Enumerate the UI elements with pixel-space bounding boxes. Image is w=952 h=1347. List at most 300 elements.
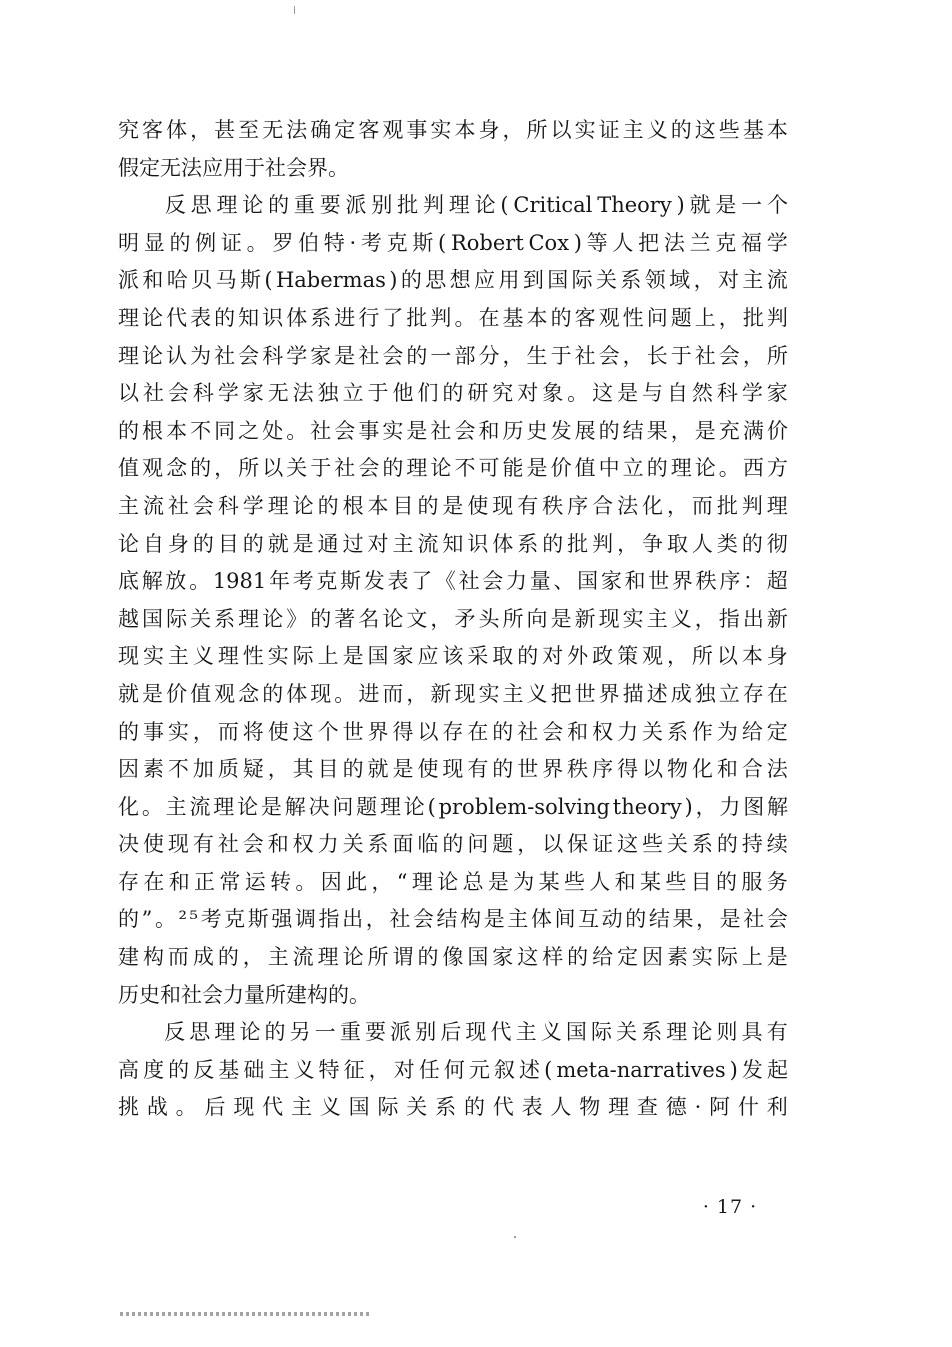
glyph: 身 bbox=[478, 118, 500, 142]
glyph: 这 bbox=[694, 118, 716, 142]
glyph: 社 bbox=[458, 569, 480, 594]
glyph: 结 bbox=[648, 907, 670, 932]
glyph: 在 bbox=[478, 305, 500, 330]
glyph: 采 bbox=[467, 644, 489, 669]
text-line bbox=[118, 450, 788, 488]
glyph: ， bbox=[371, 869, 393, 894]
glyph: 世 bbox=[574, 681, 596, 706]
glyph: 目 bbox=[217, 531, 239, 556]
glyph: 取 bbox=[492, 644, 514, 669]
glyph: 然 bbox=[691, 381, 713, 406]
glyph: 是 bbox=[487, 869, 509, 894]
glyph: ( bbox=[544, 1057, 553, 1082]
glyph: 国 bbox=[547, 268, 569, 293]
glyph: 素 bbox=[142, 757, 164, 782]
glyph: 克 bbox=[316, 569, 338, 594]
glyph: 何 bbox=[443, 1057, 465, 1082]
glyph: 构 bbox=[142, 945, 164, 970]
scan-artifact-dot bbox=[514, 1236, 516, 1238]
glyph: 会 bbox=[192, 493, 214, 518]
glyph: 和 bbox=[168, 869, 190, 894]
glyph: 价 bbox=[166, 681, 188, 706]
glyph: 值 bbox=[118, 456, 139, 481]
glyph: 底 bbox=[118, 569, 139, 594]
glyph: 事 bbox=[406, 118, 428, 142]
glyph: 客 bbox=[358, 118, 380, 142]
glyph: 实 bbox=[382, 418, 404, 443]
glyph: 批 bbox=[567, 531, 589, 556]
glyph: 得 bbox=[392, 719, 414, 744]
glyph: 思 bbox=[189, 1020, 211, 1045]
glyph: 立 bbox=[342, 381, 364, 406]
glyph: 反 bbox=[164, 1020, 186, 1045]
glyph: ， bbox=[666, 493, 688, 518]
glyph: 物 bbox=[579, 1095, 601, 1120]
glyph: 在 bbox=[766, 681, 788, 706]
glyph: 究 bbox=[492, 381, 514, 406]
glyph: 福 bbox=[741, 230, 762, 255]
glyph: 个 bbox=[317, 719, 339, 744]
glyph: 本 bbox=[526, 305, 548, 330]
glyph: 问 bbox=[332, 794, 354, 819]
glyph: 实 bbox=[430, 118, 452, 142]
glyph: 考 bbox=[200, 907, 222, 932]
glyph: 理 bbox=[118, 305, 139, 330]
glyph: ， bbox=[517, 832, 539, 857]
glyph: 这 bbox=[617, 832, 639, 857]
glyph: 合 bbox=[592, 493, 614, 518]
glyph: 。 bbox=[567, 381, 589, 406]
glyph: ( bbox=[500, 193, 509, 218]
glyph: 而 bbox=[217, 719, 239, 744]
glyph: 的 bbox=[670, 118, 692, 142]
glyph: 义 bbox=[540, 1020, 562, 1045]
glyph: ( bbox=[427, 794, 436, 819]
glyph: ， bbox=[368, 1057, 390, 1082]
glyph: ， bbox=[406, 681, 428, 706]
glyph: 秩 bbox=[567, 757, 589, 782]
glyph: 有 bbox=[467, 757, 489, 782]
glyph: 疑 bbox=[242, 757, 264, 782]
glyph: 关 bbox=[642, 719, 664, 744]
glyph: 。 bbox=[454, 305, 476, 330]
glyph: 是 bbox=[617, 381, 639, 406]
glyph: “ bbox=[396, 869, 408, 894]
glyph: 就 bbox=[267, 531, 289, 556]
glyph: 国 bbox=[348, 1095, 370, 1120]
glyph: 系 bbox=[214, 606, 236, 631]
glyph: ， bbox=[742, 343, 764, 368]
glyph: 系 bbox=[691, 832, 713, 857]
glyph: 斯 bbox=[340, 569, 362, 594]
glyph: 关 bbox=[596, 268, 617, 293]
glyph: 的 bbox=[646, 456, 668, 481]
glyph: 外 bbox=[567, 644, 589, 669]
glyph: 物 bbox=[666, 757, 688, 782]
glyph: 向 bbox=[526, 606, 548, 631]
text-line bbox=[118, 714, 788, 752]
glyph: 是 bbox=[260, 794, 282, 819]
glyph: 序 bbox=[567, 493, 589, 518]
glyph: 思 bbox=[190, 193, 212, 218]
glyph: 马 bbox=[215, 268, 237, 293]
glyph: 关 bbox=[342, 832, 364, 857]
glyph: 代 bbox=[262, 1095, 284, 1120]
glyph: 像 bbox=[442, 945, 464, 970]
glyph: 主 bbox=[742, 268, 764, 293]
glyph: 流 bbox=[292, 945, 314, 970]
glyph: 了 bbox=[411, 569, 433, 594]
glyph: 。 bbox=[189, 569, 211, 594]
glyph: 图 bbox=[743, 794, 765, 819]
glyph: ) bbox=[389, 268, 398, 293]
glyph: ( bbox=[438, 230, 447, 255]
page-number: · 17 · bbox=[702, 1196, 758, 1218]
glyph: 于 bbox=[367, 381, 389, 406]
glyph: 务 bbox=[766, 869, 788, 894]
glyph: 以 bbox=[262, 456, 284, 481]
glyph: 长 bbox=[646, 343, 668, 368]
glyph: 存 bbox=[118, 869, 139, 894]
glyph: 解 bbox=[284, 794, 306, 819]
glyph: 斯 bbox=[247, 907, 269, 932]
glyph: 用 bbox=[498, 268, 520, 293]
glyph: 强 bbox=[271, 907, 293, 932]
glyph: 社 bbox=[358, 343, 380, 368]
glyph: 实 bbox=[167, 719, 189, 744]
body-text bbox=[118, 112, 788, 1127]
glyph: 念 bbox=[166, 456, 188, 481]
glyph: 理 bbox=[238, 606, 260, 631]
glyph: 问 bbox=[646, 305, 668, 330]
glyph: 法 bbox=[766, 757, 788, 782]
glyph: 际 bbox=[377, 1095, 399, 1120]
glyph: 础 bbox=[243, 1057, 265, 1082]
glyph: 争 bbox=[642, 531, 664, 556]
glyph: 系 bbox=[517, 531, 539, 556]
glyph: 观 bbox=[598, 305, 620, 330]
glyph: 基 bbox=[742, 118, 764, 142]
glyph: 科 bbox=[217, 493, 239, 518]
glyph: 域 bbox=[669, 268, 691, 293]
glyph: 的 bbox=[492, 719, 514, 744]
glyph: 服 bbox=[741, 869, 763, 894]
glyph: 判 bbox=[592, 531, 614, 556]
glyph: 主 bbox=[622, 118, 644, 142]
glyph: 所 bbox=[691, 644, 713, 669]
glyph: 的 bbox=[268, 193, 290, 218]
glyph: 合 bbox=[741, 757, 763, 782]
glyph: ， bbox=[365, 907, 387, 932]
glyph: 会 bbox=[382, 343, 404, 368]
glyph: · bbox=[694, 1095, 702, 1120]
glyph: 会 bbox=[598, 343, 620, 368]
glyph: 体 bbox=[492, 531, 514, 556]
glyph: 的 bbox=[406, 343, 428, 368]
glyph: 无 bbox=[262, 118, 284, 142]
glyph: ， bbox=[214, 456, 236, 481]
glyph: 论 bbox=[403, 794, 425, 819]
glyph: 证 bbox=[598, 118, 620, 142]
glyph: 论 bbox=[142, 305, 164, 330]
glyph: 征 bbox=[343, 1057, 365, 1082]
glyph: 是 bbox=[719, 907, 741, 932]
glyph: 通 bbox=[317, 531, 339, 556]
glyph: 性 bbox=[622, 305, 644, 330]
glyph: 构 bbox=[460, 907, 482, 932]
glyph: 立 bbox=[718, 681, 740, 706]
glyph: 实 bbox=[622, 606, 644, 631]
glyph: 价 bbox=[766, 418, 788, 443]
glyph: 观 bbox=[382, 118, 404, 142]
glyph: 以 bbox=[550, 118, 572, 142]
glyph: ， bbox=[695, 794, 717, 819]
glyph: 起 bbox=[766, 1057, 788, 1082]
glyph: 论 bbox=[437, 869, 459, 894]
glyph: 此 bbox=[346, 869, 368, 894]
glyph: 可 bbox=[478, 456, 500, 481]
glyph: Theory bbox=[597, 193, 672, 218]
glyph: 谓 bbox=[392, 945, 414, 970]
glyph: 题 bbox=[492, 832, 514, 857]
glyph: 史 bbox=[526, 418, 548, 443]
glyph: 持 bbox=[741, 832, 763, 857]
glyph: 本 bbox=[166, 418, 188, 443]
glyph: 超 bbox=[766, 569, 788, 594]
glyph: 其 bbox=[292, 757, 314, 782]
glyph: ， bbox=[502, 343, 524, 368]
glyph: 使 bbox=[417, 757, 439, 782]
glyph: 得 bbox=[617, 757, 639, 782]
glyph: 本 bbox=[454, 118, 476, 142]
glyph: 现 bbox=[233, 1095, 255, 1120]
glyph: 流 bbox=[417, 531, 439, 556]
glyph: 际 bbox=[716, 945, 738, 970]
glyph: 、 bbox=[553, 569, 575, 594]
glyph: 表 bbox=[387, 569, 409, 594]
glyph: 。 bbox=[246, 230, 268, 255]
glyph: 会 bbox=[238, 343, 260, 368]
glyph: 常 bbox=[219, 869, 241, 894]
glyph: 理 bbox=[666, 1020, 688, 1045]
glyph: 什 bbox=[737, 1095, 759, 1120]
glyph: 独 bbox=[694, 681, 716, 706]
glyph: 历 bbox=[502, 418, 524, 443]
glyph: 法 bbox=[617, 493, 639, 518]
glyph: ， bbox=[242, 945, 264, 970]
glyph: 对 bbox=[393, 1057, 415, 1082]
glyph: 考 bbox=[292, 569, 314, 594]
glyph: 主 bbox=[290, 1095, 312, 1120]
glyph: 方 bbox=[766, 456, 788, 481]
glyph: 该 bbox=[442, 644, 464, 669]
glyph: 象 bbox=[542, 381, 564, 406]
glyph: 结 bbox=[436, 907, 458, 932]
glyph: 学 bbox=[286, 343, 308, 368]
glyph: 权 bbox=[292, 832, 314, 857]
glyph: 性 bbox=[242, 644, 264, 669]
glyph: 面 bbox=[392, 832, 414, 857]
text-line bbox=[118, 864, 788, 902]
glyph: 社 bbox=[430, 418, 452, 443]
glyph: 建 bbox=[118, 945, 139, 970]
glyph: 些 bbox=[563, 869, 585, 894]
glyph: 越 bbox=[118, 606, 139, 631]
text-line bbox=[118, 676, 788, 714]
glyph: 现 bbox=[442, 757, 464, 782]
glyph: 国 bbox=[565, 1020, 587, 1045]
glyph: 知 bbox=[442, 531, 464, 556]
glyph: 的 bbox=[169, 230, 191, 255]
glyph: 观 bbox=[642, 644, 664, 669]
text-line bbox=[118, 488, 788, 526]
glyph: 显 bbox=[143, 230, 165, 255]
glyph: 学 bbox=[741, 381, 763, 406]
glyph: 存 bbox=[442, 719, 464, 744]
glyph: ， bbox=[190, 118, 212, 142]
glyph: 义 bbox=[293, 1057, 315, 1082]
glyph: 进 bbox=[334, 305, 356, 330]
glyph: 存 bbox=[742, 681, 764, 706]
glyph: 问 bbox=[467, 832, 489, 857]
glyph: 会 bbox=[358, 456, 380, 481]
glyph: 社 bbox=[217, 832, 239, 857]
glyph: 是 bbox=[550, 606, 572, 631]
text-line bbox=[118, 300, 788, 338]
glyph: 社 bbox=[743, 907, 765, 932]
glyph: 法 bbox=[663, 230, 685, 255]
glyph: 新 bbox=[574, 606, 596, 631]
glyph: 体 bbox=[286, 305, 308, 330]
glyph: 些 bbox=[665, 869, 687, 894]
glyph: 体 bbox=[286, 681, 308, 706]
glyph: 事 bbox=[142, 719, 164, 744]
glyph: 的 bbox=[118, 719, 139, 744]
glyph: 反 bbox=[193, 1057, 215, 1082]
glyph: 要 bbox=[319, 193, 341, 218]
glyph: 为 bbox=[513, 869, 535, 894]
glyph: 批 bbox=[397, 193, 419, 218]
glyph: 因 bbox=[118, 757, 139, 782]
glyph: 。 bbox=[175, 1095, 197, 1120]
glyph: 在 bbox=[467, 719, 489, 744]
glyph: 论 bbox=[292, 493, 314, 518]
glyph: 际 bbox=[292, 644, 314, 669]
glyph: 这 bbox=[517, 945, 539, 970]
glyph: 给 bbox=[741, 719, 763, 744]
glyph: 目 bbox=[392, 493, 414, 518]
glyph: 的 bbox=[741, 531, 763, 556]
glyph: 对 bbox=[517, 381, 539, 406]
glyph: ) bbox=[729, 1057, 738, 1082]
glyph: 元 bbox=[468, 1057, 490, 1082]
glyph: 和 bbox=[142, 268, 164, 293]
glyph: 能 bbox=[502, 456, 524, 481]
glyph: 。 bbox=[718, 456, 740, 481]
glyph: 要 bbox=[364, 1020, 386, 1045]
glyph: 所 bbox=[502, 606, 524, 631]
glyph: 主 bbox=[267, 945, 289, 970]
glyph: 系 bbox=[641, 1020, 663, 1045]
glyph: 重 bbox=[339, 1020, 361, 1045]
glyph: 认 bbox=[166, 343, 188, 368]
glyph: 使 bbox=[467, 493, 489, 518]
glyph: 加 bbox=[192, 757, 214, 782]
glyph: 价 bbox=[550, 456, 572, 481]
glyph: 识 bbox=[262, 305, 284, 330]
glyph: 上 bbox=[694, 305, 716, 330]
glyph: 1981 bbox=[212, 569, 267, 594]
glyph: 特 bbox=[323, 230, 345, 255]
glyph: 所 bbox=[367, 945, 389, 970]
glyph: 理 bbox=[217, 644, 239, 669]
glyph: 判 bbox=[741, 493, 763, 518]
glyph: 新 bbox=[430, 681, 452, 706]
glyph: 主 bbox=[165, 794, 187, 819]
glyph: 义 bbox=[319, 1095, 341, 1120]
glyph: 论 bbox=[237, 794, 259, 819]
text-line bbox=[118, 187, 788, 225]
glyph: 。 bbox=[334, 681, 356, 706]
glyph: 把 bbox=[550, 681, 572, 706]
glyph: 义 bbox=[670, 606, 692, 631]
glyph: 思 bbox=[425, 268, 447, 293]
glyph: 是 bbox=[442, 493, 464, 518]
glyph: 上 bbox=[317, 644, 339, 669]
glyph: 发 bbox=[741, 1057, 763, 1082]
glyph: ， bbox=[696, 907, 718, 932]
glyph: 论 bbox=[262, 606, 284, 631]
glyph: 会 bbox=[482, 569, 504, 594]
glyph: 有 bbox=[192, 832, 214, 857]
glyph: 而 bbox=[691, 493, 713, 518]
glyph: 因 bbox=[320, 869, 342, 894]
glyph: 指 bbox=[318, 907, 340, 932]
glyph: 关 bbox=[666, 832, 688, 857]
glyph: 放 bbox=[165, 569, 187, 594]
glyph: 系 bbox=[435, 1095, 457, 1120]
glyph: 论 bbox=[142, 343, 164, 368]
glyph: ， bbox=[622, 343, 644, 368]
glyph: 题 bbox=[670, 305, 692, 330]
glyph: 所 bbox=[526, 118, 548, 142]
glyph: 序 bbox=[592, 757, 614, 782]
glyph: 人 bbox=[612, 230, 634, 255]
glyph: 论 bbox=[342, 945, 364, 970]
glyph: 。 bbox=[295, 869, 317, 894]
glyph: 满 bbox=[742, 418, 764, 443]
glyph: 是 bbox=[694, 418, 716, 443]
glyph: 义 bbox=[192, 644, 214, 669]
glyph: 现 bbox=[598, 606, 620, 631]
glyph: 甚 bbox=[214, 118, 236, 142]
glyph: 理 bbox=[379, 794, 401, 819]
glyph: 是 bbox=[406, 418, 428, 443]
glyph: 理 bbox=[670, 456, 692, 481]
glyph: 客 bbox=[574, 305, 596, 330]
glyph: 实 bbox=[142, 644, 164, 669]
glyph: 人 bbox=[550, 1095, 572, 1120]
glyph: 系 bbox=[620, 268, 642, 293]
glyph: 根 bbox=[342, 493, 364, 518]
glyph: 给 bbox=[592, 945, 614, 970]
glyph: 为 bbox=[716, 719, 738, 744]
glyph: 把 bbox=[638, 230, 660, 255]
glyph: 派 bbox=[118, 268, 139, 293]
glyph: 会 bbox=[167, 381, 189, 406]
glyph: 具 bbox=[741, 1020, 763, 1045]
glyph: 义 bbox=[646, 118, 668, 142]
